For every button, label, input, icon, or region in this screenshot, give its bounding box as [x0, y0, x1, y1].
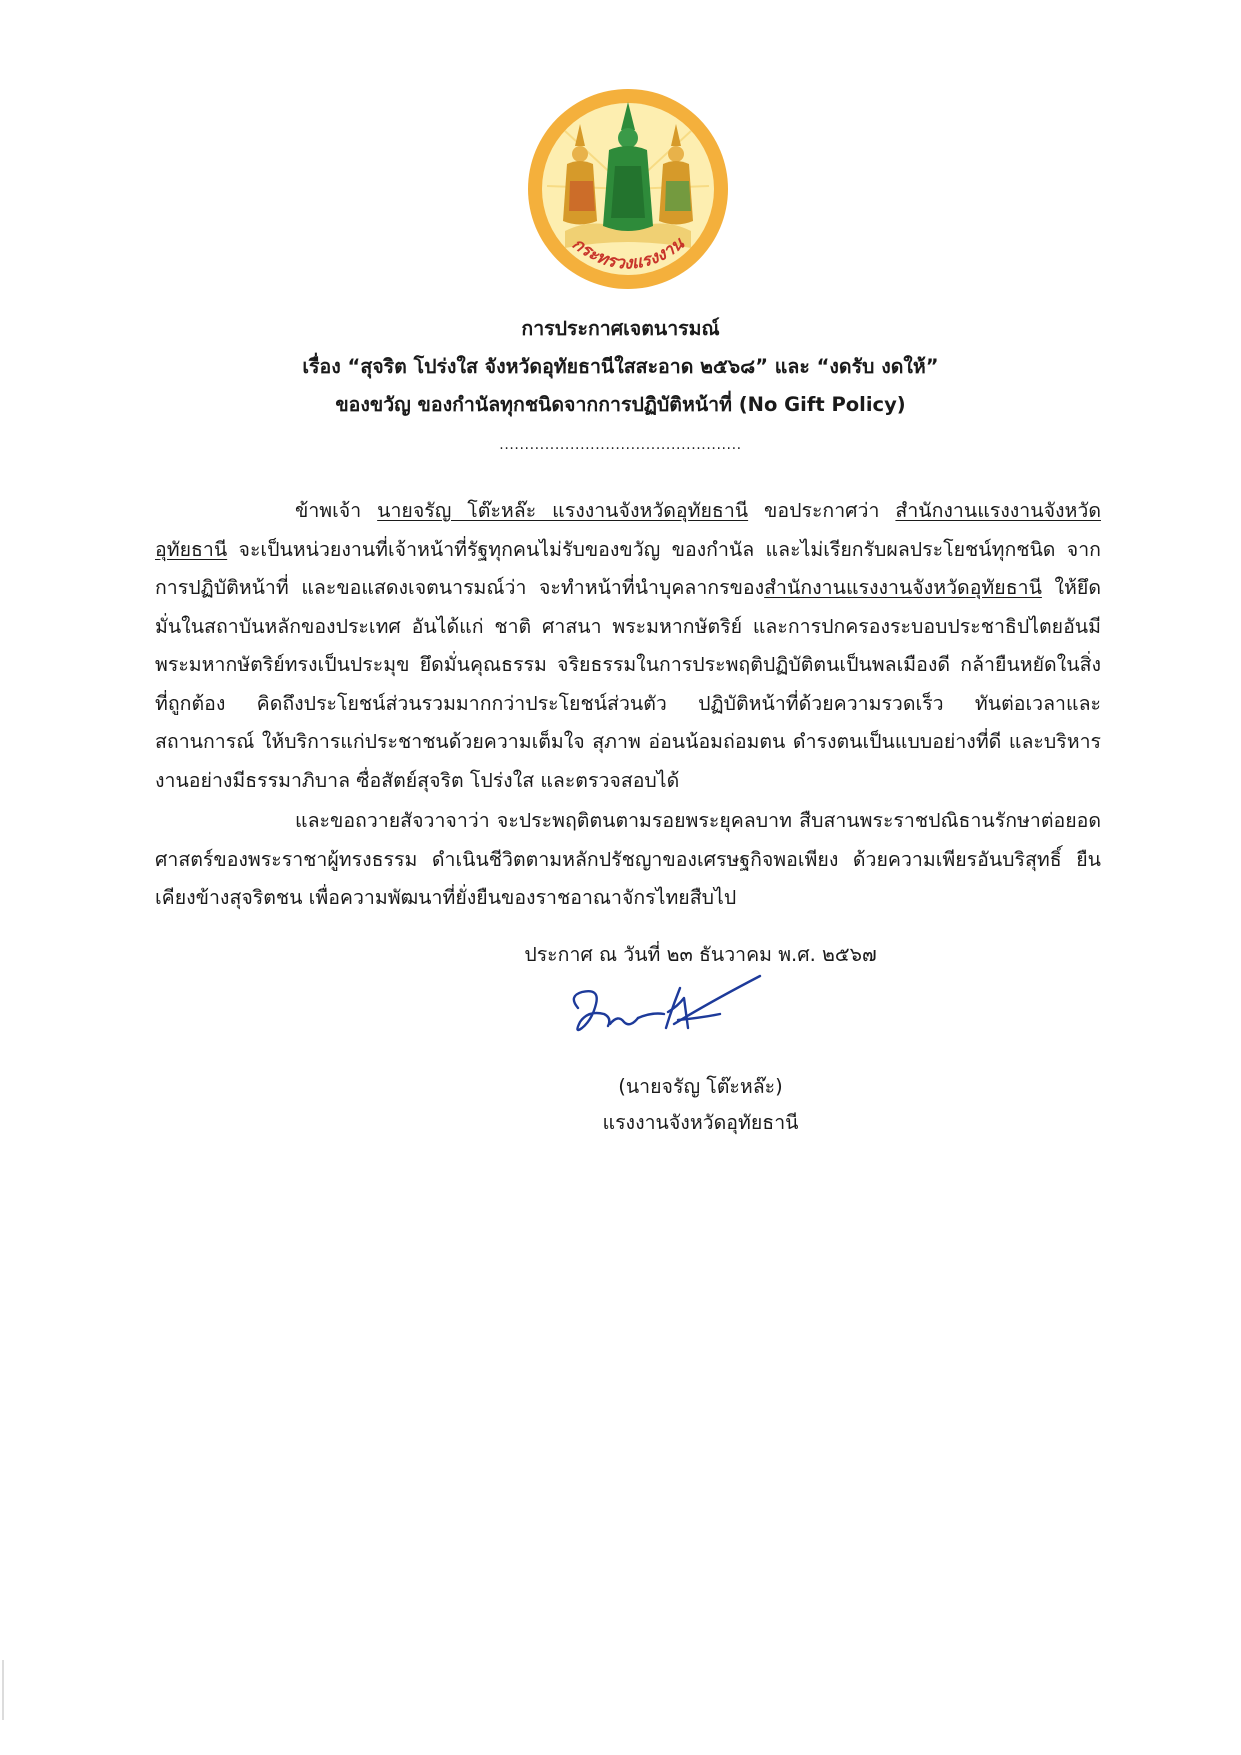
office-name-2: สำนักงานแรงงานจังหวัดอุทัยธานี	[764, 576, 1042, 599]
declarant-name: นายจรัญ โต๊ะหล๊ะ แรงงานจังหวัดอุทัยธานี	[377, 499, 749, 522]
emblem-caption: กระทรวงแรงงาน	[568, 233, 688, 274]
handwritten-signature	[560, 968, 770, 1048]
para1-text-4: ให้ยึดมั่นในสถาบันหลักของประเทศ อันได้แก่ ชาติ ศาสนา พระมหากษัตริย์ และการปกครองระบอบประชาธิปไตยอันมีพระมหากษัตริย์ทรงเป็นประมุข ยึดมั่นคุณธรรม จริยธรรมในการประพฤติปฏิบัติตนเป็นพลเมืองดี กล้ายืนหยัดในสิ่งที่ถูกต้อง คิดถึงประโยชน์ส่วนรวมมากกว่าประโยชน์ส่วนตัว ปฏิบัติหน้าที่ด้วยความรวดเร็ว ทันต่อเวลาและสถานการณ์ ให้บริการแก่ประชาชนด้วยความเต็มใจ สุภาพ อ่อนน้อมถ่อมตน ดำรงตนเป็นแบบอย่างที่ดี และบริหารงานอย่างมีธรรมาภิบาล ซื่อสัตย์สุจริต โปร่งใส และตรวจสอบได้	[155, 576, 1101, 792]
declaration-paragraph	[155, 492, 1101, 800]
para1-text-2: ขอประกาศว่า	[748, 499, 896, 522]
para1-text-3: จะเป็นหน่วยงานที่เจ้าหน้าที่รัฐทุกคนไม่รับของขวัญ ของกำนัล และไม่เรียกรับผลประโยชน์ทุกชนิด จากการปฏิบัติหน้าที่ และขอแสดงเจตนารมณ์ว่า จะทำหน้าที่นำบุคลากรของ	[155, 537, 1101, 599]
announcement-title: การประกาศเจตนารมณ์	[521, 317, 720, 340]
announcement-subject: เรื่อง “สุจริต โปร่งใส จังหวัดอุทัยธานีใสสะอาด ๒๕๖๘” และ “งดรับ งดให้”	[302, 355, 939, 378]
signer-name: (นายจรัญ โต๊ะหล๊ะ)	[618, 1075, 783, 1098]
para2-text: และขอถวายสัจวาจาว่า จะประพฤติตนตามรอยพระยุคลบาท สืบสานพระราชปณิธานรักษาต่อยอดศาสตร์ของพระราชาผู้ทรงธรรม ดำเนินชีวิตตามหลักปรัชญาของเศรษฐกิจพอเพียง ด้วยความเพียรอันบริสุทธิ์ ยืนเคียงข้างสุจริตชน เพื่อความพัฒนาที่ยั่งยืนของราชอาณาจักรไทยสืบไป	[155, 809, 1101, 909]
para1-text-1: ข้าพเจ้า	[295, 499, 378, 522]
dotted-separator: ................................................	[499, 437, 742, 453]
office-name: สำนักงานแรงงานจังหวัดอุทัยธานี	[155, 499, 1101, 561]
signer-title: แรงงานจังหวัดอุทัยธานี	[602, 1111, 799, 1134]
pledge-paragraph	[155, 802, 1101, 918]
announcement-subject-continued: ของขวัญ ของกำนัลทุกชนิดจากการปฏิบัติหน้าที่ (No Gift Policy)	[335, 393, 906, 416]
scan-edge-mark	[2, 1660, 4, 1720]
announcement-date: ประกาศ ณ วันที่ ๒๓ ธันวาคม พ.ศ. ๒๕๖๗	[524, 943, 877, 966]
ministry-of-labour-emblem	[525, 86, 731, 292]
